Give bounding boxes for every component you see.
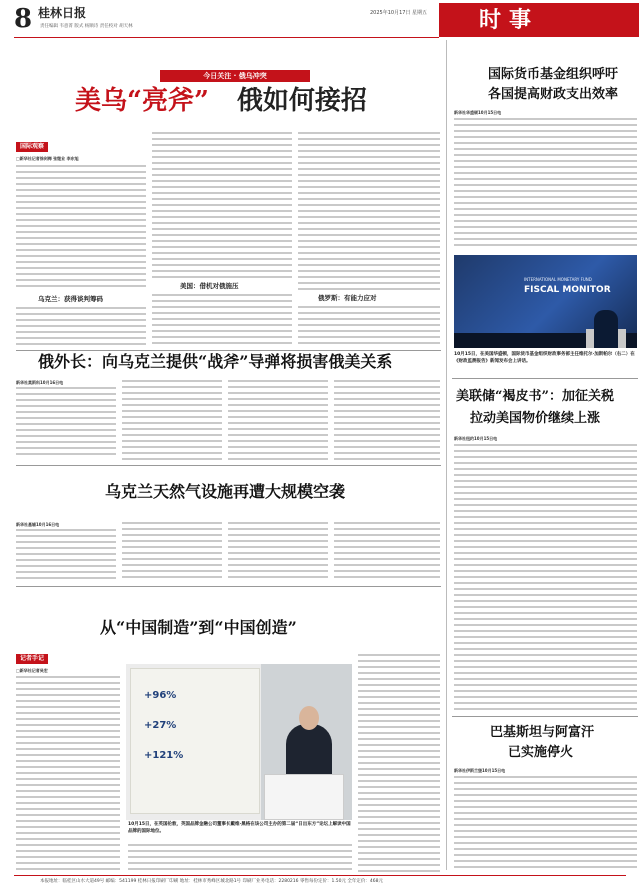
divider-lead	[16, 350, 441, 351]
gas-dateline: 新华社基辅10月16日电	[16, 522, 60, 527]
lead-text-col3	[298, 132, 440, 292]
gas-text-col3	[228, 522, 328, 580]
gas-text-col1	[16, 529, 116, 579]
lead-byline: □新华社记者徐剑梅 张继业 李东旭	[16, 156, 79, 161]
russia-dateline: 新华社莫斯科10月16日电	[16, 380, 64, 385]
masthead	[0, 0, 640, 38]
china-headline: 从“中国制造”到“中国创造”	[100, 618, 297, 637]
speaker-head	[299, 706, 319, 730]
china-byline: □新华社记者吴宏	[16, 668, 48, 673]
footer-rule	[14, 875, 626, 876]
paper-logo: 桂林日报	[38, 6, 87, 20]
kicker-bar	[160, 70, 310, 82]
fed-dateline: 新华社纽约10月15日电	[454, 436, 498, 441]
header-rule	[14, 37, 439, 38]
china-text-col1	[16, 676, 120, 871]
fed-text	[454, 444, 637, 710]
lead-headline-black: 俄如何接招	[236, 86, 367, 116]
staff-line: 责任编辑 韦意菁 版式 杨顺诗 责任校对 胡天林	[40, 24, 133, 29]
imf-headline-2: 各国提高财政支出效率	[488, 87, 619, 102]
main-column-divider	[446, 40, 447, 870]
divider-russia	[16, 465, 441, 466]
kicker-text: 今日关注 · 俄乌冲突	[203, 72, 267, 80]
column-label-reporter: 记者手记	[16, 654, 48, 664]
gas-text-col2	[122, 522, 222, 580]
gas-text-col4	[334, 522, 440, 580]
screen-stat-3: +121%	[144, 750, 184, 761]
photo-banner-text: FISCAL MONITOR	[524, 285, 611, 295]
lead-text-col2	[152, 132, 292, 282]
imf-photo	[454, 255, 637, 348]
china-photo	[126, 664, 352, 820]
lead-headline-red: 美乌“亮斧”	[75, 86, 209, 116]
lead-text-col3b	[298, 306, 440, 346]
section-title: 时事	[479, 7, 540, 33]
russia-text-col3	[228, 380, 328, 460]
pk-dateline: 新华社伊斯兰堡10月15日电	[454, 768, 506, 773]
lead-subhead-3: 俄罗斯：有能力应对	[318, 294, 377, 302]
pk-headline-2: 已实施停火	[508, 745, 574, 760]
divider-right-2	[452, 716, 638, 717]
issue-date: 2025年10月17日 星期五	[370, 10, 428, 16]
lead-text-col1	[16, 165, 146, 290]
fed-headline-2: 拉动美国物价继续上涨	[470, 411, 601, 426]
photo-org-text: INTERNATIONAL MONETARY FUND	[524, 277, 592, 282]
lead-subhead-2: 美国：借机对俄施压	[180, 282, 239, 290]
section-tab	[439, 3, 639, 37]
screen-stat-2: +27%	[144, 720, 177, 731]
china-text-col3	[358, 654, 440, 872]
screen-stat-1: +96%	[144, 690, 177, 701]
russia-text-col1	[16, 387, 116, 459]
gas-headline: 乌克兰天然气设施再遭大规模空袭	[105, 482, 346, 501]
imf-headline-1: 国际货币基金组织呼吁	[488, 67, 619, 82]
russia-text-col2	[122, 380, 222, 460]
pk-headline-1: 巴基斯坦与阿富汗	[490, 725, 595, 740]
lead-headline	[75, 86, 367, 116]
imf-text	[454, 118, 637, 250]
page-number: 8	[14, 4, 33, 34]
column-label-observation: 国际观察	[16, 142, 48, 152]
fed-headline-1: 美联储“褐皮书”：加征关税	[456, 389, 614, 404]
lectern	[264, 774, 344, 820]
china-photo-caption: 10月15日，在英国伦敦，英国品牌金融公司董事长戴维·黑格在该公司主办的第二届“日出东方”论坛上解读中国品牌的国际地位。	[128, 822, 351, 834]
russia-text-col4	[334, 380, 440, 460]
china-text-under-photo	[128, 844, 352, 872]
imf-photo-caption: 10月15日，在美国华盛顿，国际货币基金组织财政事务部主任维托尔·加斯帕尔（右二）在《财政监测报告》新闻发布会上讲话。	[454, 352, 635, 364]
imf-dateline: 新华社华盛顿10月15日电	[454, 110, 502, 115]
lead-text-col1b	[16, 307, 146, 347]
lead-subhead-1: 乌克兰：获得谈判筹码	[38, 295, 103, 303]
russia-headline: 俄外长：向乌克兰提供“战斧”导弹将损害俄美关系	[38, 352, 393, 371]
pk-text	[454, 776, 637, 872]
footer-info: 本报地址：临桂区山水大道49号 邮编：541199 桂林日报印刷厂印刷 地址：桂林市秀峰区城北路1号 印刷厂业务电话：2280216 零售每份定价：1.50元 全年定价：468元	[40, 879, 383, 884]
divider-right-1	[452, 378, 638, 379]
divider-gas	[16, 586, 441, 587]
photo-speaker	[594, 310, 618, 348]
lead-text-col2b	[152, 294, 292, 346]
